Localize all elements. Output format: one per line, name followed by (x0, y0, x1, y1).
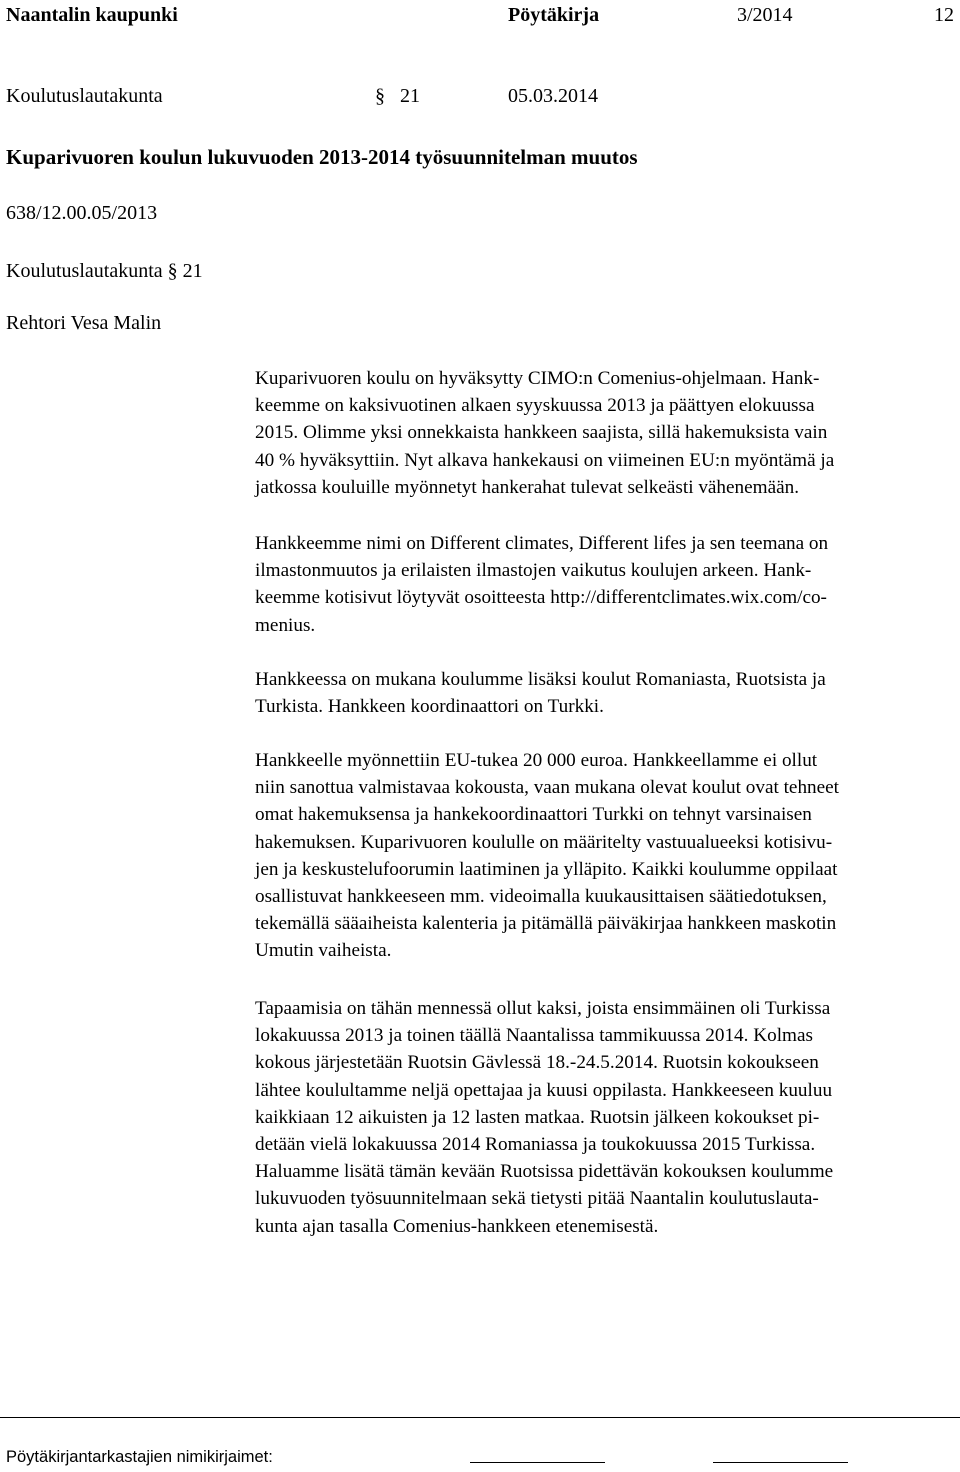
text-line: 2015. Olimme yksi onnekkaista hankkeen saajista, sillä hakemuksista vain (255, 422, 828, 444)
text-line: keemme kotisivut löytyvät osoitteesta http://differentclimates.wix.com/co- (255, 587, 827, 609)
text-line: kaikkiaan 12 aikuisten ja 12 lasten matkaa. Ruotsin jälkeen kokoukset pi- (255, 1106, 820, 1128)
text-line: Haluamme lisätä tämän kevään Ruotsissa pidettävän kokouksen koulumme (255, 1161, 834, 1183)
page-number: 12 (934, 4, 954, 26)
text-line: kunta ajan tasalla Comenius-hankkeen etenemisestä. (255, 1215, 659, 1237)
case-reference: 638/12.00.05/2013 (6, 202, 158, 224)
text-line: Hankkeelle myönnettiin EU-tukea 20 000 euroa. Hankkeellamme ei ollut (255, 750, 818, 771)
meeting-date: 05.03.2014 (508, 85, 598, 107)
text-line: jen ja keskustelufoorumin laatiminen ja ylläpito. Kaikki koulumme oppilaat (255, 858, 838, 880)
paragraph-3 (255, 666, 955, 720)
document-number: 3/2014 (737, 4, 793, 26)
text-line: detään vielä lokakuussa 2014 Romaniassa ja toukokuussa 2015 Turkissa. (255, 1134, 816, 1156)
municipality-name: Naantalin kaupunki (6, 4, 178, 26)
text-line: omat hakemuksensa ja hankekoordinaattori Turkki on tehnyt varsinaisen (255, 804, 812, 826)
signature-line-2 (713, 1462, 848, 1463)
footer-divider (0, 1417, 960, 1418)
text-line: niin sanottua valmistavaa kokousta, vaan mukana olevat koulut ovat tehneet (255, 777, 839, 799)
text-line: Hankkeessa on mukana koulumme lisäksi koulut Romaniasta, Ruotsista ja (255, 669, 826, 690)
committee-name: Koulutuslautakunta (6, 85, 163, 107)
page-title: Kuparivuoren koulun lukuvuoden 2013-2014 työsuunnitelman muutos (6, 145, 638, 169)
presenter: Rehtori Vesa Malin (6, 312, 162, 334)
text-line: Tapaamisia on tähän mennessä ollut kaksi, joista ensimmäinen oli Turkissa (255, 998, 831, 1019)
text-line: ilmastonmuutos ja erilaisten ilmastojen vaikutus koulujen arkeen. Hank- (255, 560, 812, 582)
text-line: lukuvuoden työsuunnitelmaan sekä tietysti pitää Naantalin koulutuslauta- (255, 1188, 819, 1210)
text-line: Hankkeemme nimi on Different climates, Different lifes ja sen teemana on (255, 533, 829, 554)
text-line: menius. (255, 614, 316, 636)
text-line: 40 % hyväksyttiin. Nyt alkava hankekausi on viimeinen EU:n myöntämä ja (255, 449, 835, 471)
committee-section-reference: Koulutuslautakunta § 21 (6, 260, 203, 282)
text-line: jatkossa kouluille myönnetyt hankerahat tulevat selkeästi vähenemään. (255, 476, 800, 498)
section-symbol: § (375, 85, 385, 107)
text-line: kokous järjestetään Ruotsin Gävlessä 18.-24.5.2014. Ruotsin kokoukseen (255, 1052, 819, 1074)
paragraph-5 (255, 995, 955, 1240)
text-line: Umutin vaiheista. (255, 940, 392, 962)
text-line: keemme on kaksivuotinen alkaen syyskuussa 2013 ja päättyen elokuussa (255, 395, 815, 417)
paragraph-4 (255, 747, 955, 965)
text-line: Kuparivuoren koulu on hyväksytty CIMO:n Comenius-ohjelmaan. Hank- (255, 368, 820, 389)
document-type: Pöytäkirja (508, 4, 600, 26)
text-line: lokakuussa 2013 ja toinen täällä Naantalissa tammikuussa 2014. Kolmas (255, 1025, 813, 1047)
signature-label: Pöytäkirjantarkastajien nimikirjaimet: (6, 1448, 273, 1466)
paragraph-2 (255, 530, 955, 639)
text-line: tekemällä sääaiheista kalenteria ja pitämällä päiväkirjaa hankkeen maskotin (255, 913, 837, 935)
text-line: hakemuksen. Kuparivuoren koululle on määritelty vastuualueeksi kotisivu- (255, 831, 833, 853)
text-line: Turkista. Hankkeen koordinaattori on Turkki. (255, 696, 604, 718)
text-line: osallistuvat hankkeeseen mm. videoimalla kuukausittaisen säätiedotuksen, (255, 886, 827, 908)
section-number: 21 (400, 85, 420, 107)
paragraph-1 (255, 365, 955, 501)
text-line: lähtee koulultamme neljä opettajaa ja kuusi oppilasta. Hankkeeseen kuuluu (255, 1079, 833, 1101)
signature-line-1 (470, 1462, 605, 1463)
